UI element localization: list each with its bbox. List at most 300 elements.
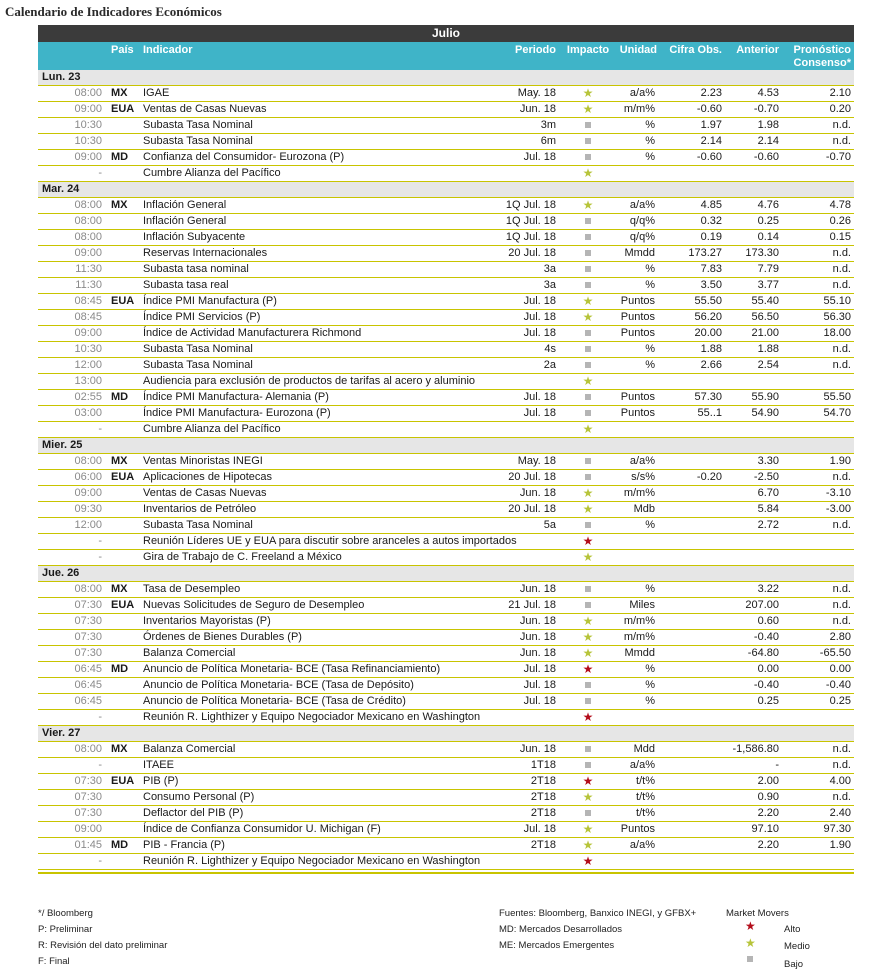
legend-alto-star-icon: ★: [745, 919, 756, 933]
forecast-cell: 0.15: [829, 231, 851, 243]
legend-title: Market Movers: [726, 908, 789, 919]
period-cell: Jun. 18: [519, 583, 556, 595]
time-cell: 08:00: [74, 87, 102, 99]
unit-cell: m/m%: [623, 615, 655, 627]
forecast-cell: 0.00: [829, 663, 851, 675]
legend-bajo-square-icon: [747, 956, 753, 962]
forecast-cell: n.d.: [832, 615, 851, 627]
indicator-cell: Inflación Subyacente: [143, 231, 246, 243]
forecast-cell: -0.40: [825, 679, 851, 691]
previous-cell: 7.79: [757, 263, 779, 275]
impact-medium-star-icon: ★: [582, 294, 594, 308]
sources-note: Fuentes: Bloomberg, Banxico INEGI, y GFBX+: [499, 908, 697, 919]
legend-medio-star-icon: ★: [745, 936, 756, 950]
previous-cell: 4.76: [757, 199, 779, 211]
forecast-cell: 97.30: [823, 823, 851, 835]
table-row: [38, 390, 854, 406]
table-row: [38, 326, 854, 342]
period-cell: Jun. 18: [519, 631, 556, 643]
period-cell: 20 Jul. 18: [508, 247, 556, 259]
page-title: Calendario de Indicadores Económicos: [5, 4, 222, 19]
table-row: [38, 598, 854, 614]
table-row: [38, 582, 854, 598]
period-cell: 4s: [544, 343, 556, 355]
impact-low-square-icon: [578, 742, 598, 757]
day-header: Mier. 25: [38, 438, 854, 454]
country-cell: MX: [111, 743, 128, 755]
time-cell: 08:00: [74, 215, 102, 227]
time-cell: -: [98, 855, 102, 867]
table-row: [38, 630, 854, 646]
forecast-cell: n.d.: [832, 519, 851, 531]
time-cell: 08:45: [74, 295, 102, 307]
time-cell: 11:30: [75, 279, 102, 291]
period-cell: Jul. 18: [523, 295, 556, 307]
table-row: [38, 86, 854, 102]
forecast-cell: 0.25: [829, 695, 851, 707]
country-cell: MD: [111, 839, 129, 851]
time-cell: 09:00: [74, 247, 102, 259]
impact-medium-star-icon: ★: [582, 822, 594, 836]
time-cell: -: [98, 711, 102, 723]
unit-cell: Puntos: [620, 823, 655, 835]
period-cell: 6m: [540, 135, 556, 147]
impact-low-square-icon: [578, 246, 598, 261]
table-row: [38, 534, 854, 550]
previous-cell: -0.40: [753, 631, 779, 643]
table-row: [38, 854, 854, 870]
time-cell: 08:00: [74, 231, 102, 243]
month-bar: Julio: [38, 25, 854, 42]
table-row: [38, 822, 854, 838]
table-row: [38, 262, 854, 278]
indicator-cell: Reunión Líderes UE y EUA para discutir sobre aranceles a autos importados: [143, 535, 517, 547]
time-cell: 10:30: [74, 343, 102, 355]
previous-cell: 54.90: [751, 407, 779, 419]
period-cell: Jun. 18: [519, 615, 556, 627]
impact-low-square-icon: [578, 582, 598, 597]
impact-high-star-icon: ★: [582, 854, 594, 868]
table-row: [38, 486, 854, 502]
observed-cell: 0.32: [700, 215, 722, 227]
previous-cell: -0.60: [753, 151, 779, 163]
observed-cell: -0.60: [696, 151, 722, 163]
period-cell: 2T18: [530, 807, 556, 819]
indicator-cell: Índice de Actividad Manufacturera Richmond: [143, 327, 362, 339]
impact-high-star-icon: ★: [582, 710, 594, 724]
time-cell: 08:45: [74, 311, 102, 323]
period-cell: Jun. 18: [519, 487, 556, 499]
impact-medium-star-icon: ★: [582, 550, 594, 564]
period-cell: May. 18: [517, 455, 556, 467]
impact-low-square-icon: [578, 806, 598, 821]
time-cell: 06:45: [74, 663, 102, 675]
impact-high-star-icon: ★: [582, 534, 594, 548]
period-cell: 2T18: [530, 775, 556, 787]
country-cell: MD: [111, 391, 129, 403]
forecast-cell: 2.10: [829, 87, 851, 99]
previous-cell: -0.70: [753, 103, 779, 115]
previous-cell: 2.20: [757, 839, 779, 851]
unit-cell: Miles: [629, 599, 655, 611]
previous-cell: 1.98: [757, 119, 779, 131]
observed-cell: 20.00: [694, 327, 722, 339]
country-cell: MD: [111, 151, 129, 163]
forecast-cell: 54.70: [823, 407, 851, 419]
indicator-cell: Cumbre Alianza del Pacífico: [143, 167, 281, 179]
header-country: País: [111, 44, 134, 56]
previous-cell: 2.00: [757, 775, 779, 787]
indicator-cell: Nuevas Solicitudes de Seguro de Desempleo: [143, 599, 365, 611]
country-cell: MX: [111, 199, 128, 211]
previous-cell: 0.25: [757, 695, 779, 707]
previous-cell: 3.77: [757, 279, 779, 291]
impact-high-star-icon: ★: [582, 662, 594, 676]
previous-cell: 0.00: [757, 663, 779, 675]
indicator-cell: Consumo Personal (P): [143, 791, 255, 803]
period-cell: Jun. 18: [519, 647, 556, 659]
impact-low-square-icon: [578, 406, 598, 421]
unit-cell: %: [645, 151, 655, 163]
forecast-cell: 0.26: [829, 215, 851, 227]
time-cell: 07:30: [74, 647, 102, 659]
forecast-cell: n.d.: [832, 119, 851, 131]
footnote-preliminar: P: Preliminar: [38, 924, 93, 935]
previous-cell: -64.80: [747, 647, 779, 659]
forecast-cell: n.d.: [832, 343, 851, 355]
indicator-cell: Audiencia para exclusión de productos de tarifas al acero y aluminio: [143, 375, 476, 387]
unit-cell: Mmdd: [624, 647, 655, 659]
unit-cell: %: [645, 119, 655, 131]
impact-medium-star-icon: ★: [582, 198, 594, 212]
time-cell: 02:55: [74, 391, 102, 403]
indicator-cell: Subasta Tasa Nominal: [143, 343, 253, 355]
forecast-cell: n.d.: [832, 759, 851, 771]
unit-cell: q/q%: [629, 231, 655, 243]
impact-low-square-icon: [578, 214, 598, 229]
time-cell: 10:30: [74, 119, 102, 131]
indicator-cell: PIB (P): [143, 775, 179, 787]
indicator-cell: Deflactor del PIB (P): [143, 807, 244, 819]
forecast-cell: 2.40: [829, 807, 851, 819]
table-row: [38, 342, 854, 358]
period-cell: 1Q Jul. 18: [505, 231, 556, 243]
time-cell: -: [98, 535, 102, 547]
observed-cell: 55.50: [694, 295, 722, 307]
unit-cell: t/t%: [636, 775, 655, 787]
impact-medium-star-icon: ★: [582, 166, 594, 180]
observed-cell: 4.85: [700, 199, 722, 211]
previous-cell: 2.54: [757, 359, 779, 371]
indicator-cell: ITAEE: [143, 759, 174, 771]
indicator-cell: Subasta tasa nominal: [143, 263, 249, 275]
unit-cell: %: [645, 343, 655, 355]
impact-low-square-icon: [578, 326, 598, 341]
indicator-cell: Confianza del Consumidor- Eurozona (P): [143, 151, 345, 163]
period-cell: 5a: [543, 519, 556, 531]
impact-low-square-icon: [578, 758, 598, 773]
unit-cell: %: [645, 695, 655, 707]
impact-medium-star-icon: ★: [582, 614, 594, 628]
impact-medium-star-icon: ★: [582, 310, 594, 324]
legend-medio-label: Medio: [784, 941, 810, 952]
header-unit: Unidad: [619, 44, 657, 56]
time-cell: 12:00: [74, 519, 102, 531]
period-cell: 21 Jul. 18: [508, 599, 556, 611]
time-cell: 09:00: [74, 487, 102, 499]
forecast-cell: 56.30: [823, 311, 851, 323]
period-cell: 3a: [543, 279, 556, 291]
previous-cell: 6.70: [757, 487, 779, 499]
unit-cell: s/s%: [631, 471, 655, 483]
indicator-cell: Balanza Comercial: [143, 743, 236, 755]
forecast-cell: n.d.: [832, 583, 851, 595]
table-row: [38, 742, 854, 758]
unit-cell: t/t%: [636, 807, 655, 819]
table-row: [38, 758, 854, 774]
forecast-cell: n.d.: [832, 247, 851, 259]
forecast-cell: n.d.: [832, 279, 851, 291]
impact-low-square-icon: [578, 678, 598, 693]
time-cell: 09:00: [74, 823, 102, 835]
previous-cell: 173.30: [745, 247, 779, 259]
table-bottom-rule: [38, 872, 854, 874]
forecast-cell: 0.20: [829, 103, 851, 115]
footnote-final: F: Final: [38, 956, 70, 967]
indicator-cell: Órdenes de Bienes Durables (P): [143, 631, 302, 643]
table-row: [38, 422, 854, 438]
impact-low-square-icon: [578, 358, 598, 373]
indicator-cell: Reunión R. Lighthizer y Equipo Negociador Mexicano en Washington: [143, 855, 481, 867]
observed-cell: 2.23: [700, 87, 722, 99]
country-cell: MD: [111, 663, 129, 675]
legend-alto-label: Alto: [784, 924, 801, 935]
indicator-cell: Subasta Tasa Nominal: [143, 519, 253, 531]
impact-medium-star-icon: ★: [582, 102, 594, 116]
indicator-cell: Inflación General: [143, 199, 227, 211]
indicator-cell: Gira de Trabajo de C. Freeland a México: [143, 551, 342, 563]
unit-cell: %: [645, 263, 655, 275]
previous-cell: 5.84: [757, 503, 779, 515]
forecast-cell: 55.50: [823, 391, 851, 403]
table-row: [38, 662, 854, 678]
period-cell: 20 Jul. 18: [508, 503, 556, 515]
indicator-cell: Ventas de Casas Nuevas: [143, 103, 267, 115]
previous-cell: 3.22: [757, 583, 779, 595]
indicator-cell: Anuncio de Política Monetaria- BCE (Tasa de Crédito): [143, 695, 406, 707]
table-row: [38, 614, 854, 630]
table-row: [38, 166, 854, 182]
table-row: [38, 134, 854, 150]
table-row: [38, 150, 854, 166]
previous-cell: -1,586.80: [732, 743, 779, 755]
impact-low-square-icon: [578, 694, 598, 709]
period-cell: 1Q Jul. 18: [505, 215, 556, 227]
forecast-cell: -3.10: [825, 487, 851, 499]
table-row: [38, 774, 854, 790]
unit-cell: %: [645, 519, 655, 531]
unit-cell: m/m%: [623, 631, 655, 643]
legend-bajo-label: Bajo: [784, 959, 804, 970]
impact-low-square-icon: [578, 134, 598, 149]
table-row: [38, 678, 854, 694]
impact-low-square-icon: [578, 230, 598, 245]
impact-low-square-icon: [578, 598, 598, 613]
table-row: [38, 454, 854, 470]
day-header: Lun. 23: [38, 70, 854, 86]
table-row: [38, 694, 854, 710]
impact-medium-star-icon: ★: [582, 86, 594, 100]
footer: [38, 908, 854, 974]
time-cell: 08:00: [74, 199, 102, 211]
unit-cell: t/t%: [636, 791, 655, 803]
impact-medium-star-icon: ★: [582, 486, 594, 500]
indicator-cell: Índice PMI Servicios (P): [143, 311, 261, 323]
unit-cell: a/a%: [629, 839, 655, 851]
table-row: [38, 358, 854, 374]
day-header: Vier. 27: [38, 726, 854, 742]
impact-low-square-icon: [578, 390, 598, 405]
indicator-cell: IGAE: [143, 87, 170, 99]
impact-medium-star-icon: ★: [582, 422, 594, 436]
previous-cell: 0.90: [757, 791, 779, 803]
period-cell: Jul. 18: [523, 679, 556, 691]
table-row: [38, 406, 854, 422]
observed-cell: 173.27: [688, 247, 722, 259]
time-cell: 13:00: [74, 375, 102, 387]
indicator-cell: Ventas de Casas Nuevas: [143, 487, 267, 499]
period-cell: 3m: [540, 119, 556, 131]
previous-cell: 4.53: [757, 87, 779, 99]
time-cell: 08:00: [74, 743, 102, 755]
period-cell: Jun. 18: [519, 103, 556, 115]
indicator-cell: Tasa de Desempleo: [143, 583, 241, 595]
impact-low-square-icon: [578, 518, 598, 533]
period-cell: 3a: [543, 263, 556, 275]
country-cell: MX: [111, 583, 128, 595]
forecast-cell: n.d.: [832, 791, 851, 803]
unit-cell: %: [645, 135, 655, 147]
country-cell: EUA: [111, 295, 135, 307]
time-cell: -: [98, 167, 102, 179]
observed-cell: 56.20: [694, 311, 722, 323]
time-cell: 07:30: [74, 807, 102, 819]
time-cell: 12:00: [74, 359, 102, 371]
observed-cell: -0.20: [696, 471, 722, 483]
observed-cell: 2.66: [700, 359, 722, 371]
time-cell: 06:45: [74, 679, 102, 691]
time-cell: 09:30: [74, 503, 102, 515]
table-row: [38, 710, 854, 726]
previous-cell: 56.50: [751, 311, 779, 323]
previous-cell: -0.40: [753, 679, 779, 691]
forecast-cell: 1.90: [829, 839, 851, 851]
time-cell: 09:00: [74, 327, 102, 339]
me-note: ME: Mercados Emergentes: [499, 940, 615, 951]
unit-cell: %: [645, 679, 655, 691]
impact-medium-star-icon: ★: [582, 502, 594, 516]
unit-cell: a/a%: [629, 199, 655, 211]
table-row: [38, 806, 854, 822]
table-row: [38, 790, 854, 806]
previous-cell: 2.72: [757, 519, 779, 531]
unit-cell: %: [645, 359, 655, 371]
indicator-cell: Reunión R. Lighthizer y Equipo Negociador Mexicano en Washington: [143, 711, 481, 723]
forecast-cell: 55.10: [823, 295, 851, 307]
previous-cell: 1.88: [757, 343, 779, 355]
indicator-cell: Reservas Internacionales: [143, 247, 268, 259]
indicator-cell: Subasta Tasa Nominal: [143, 359, 253, 371]
forecast-cell: 4.78: [829, 199, 851, 211]
footnote-revision: R: Revisión del dato preliminar: [38, 940, 168, 951]
indicator-cell: Inventarios de Petróleo: [143, 503, 257, 515]
indicator-cell: PIB - Francia (P): [143, 839, 225, 851]
previous-cell: 55.90: [751, 391, 779, 403]
previous-cell: 2.14: [757, 135, 779, 147]
period-cell: Jul. 18: [523, 311, 556, 323]
indicator-cell: Ventas Minoristas INEGI: [143, 455, 263, 467]
impact-low-square-icon: [578, 262, 598, 277]
period-cell: 1T18: [530, 759, 556, 771]
period-cell: Jul. 18: [523, 327, 556, 339]
impact-low-square-icon: [578, 278, 598, 293]
table-row: [38, 102, 854, 118]
time-cell: 07:30: [74, 615, 102, 627]
indicator-cell: Cumbre Alianza del Pacífico: [143, 423, 281, 435]
unit-cell: Mdb: [633, 503, 655, 515]
previous-cell: 55.40: [751, 295, 779, 307]
unit-cell: Puntos: [620, 327, 655, 339]
forecast-cell: n.d.: [832, 471, 851, 483]
indicator-cell: Aplicaciones de Hipotecas: [143, 471, 273, 483]
table-row: [38, 646, 854, 662]
period-cell: Jul. 18: [523, 823, 556, 835]
table-row: [38, 118, 854, 134]
table-row: [38, 198, 854, 214]
indicator-cell: Subasta Tasa Nominal: [143, 135, 253, 147]
time-cell: 07:30: [74, 599, 102, 611]
time-cell: 08:00: [74, 583, 102, 595]
time-cell: 07:30: [74, 631, 102, 643]
forecast-cell: 4.00: [829, 775, 851, 787]
table-row: [38, 518, 854, 534]
table-row: [38, 502, 854, 518]
forecast-cell: 1.90: [829, 455, 851, 467]
period-cell: Jul. 18: [523, 151, 556, 163]
unit-cell: %: [645, 663, 655, 675]
indicator-cell: Índice de Confianza Consumidor U. Michigan (F): [143, 823, 381, 835]
unit-cell: %: [645, 583, 655, 595]
forecast-cell: -3.00: [825, 503, 851, 515]
country-cell: EUA: [111, 775, 135, 787]
forecast-cell: n.d.: [832, 743, 851, 755]
country-cell: EUA: [111, 471, 135, 483]
impact-low-square-icon: [578, 150, 598, 165]
impact-medium-star-icon: ★: [582, 630, 594, 644]
forecast-cell: 2.80: [829, 631, 851, 643]
period-cell: Jul. 18: [523, 407, 556, 419]
observed-cell: 7.83: [700, 263, 722, 275]
impact-low-square-icon: [578, 454, 598, 469]
table-header: [38, 42, 854, 70]
unit-cell: %: [645, 279, 655, 291]
header-impact: Impacto: [566, 44, 610, 56]
time-cell: -: [98, 551, 102, 563]
previous-cell: 0.60: [757, 615, 779, 627]
forecast-cell: -65.50: [819, 647, 851, 659]
time-cell: 09:00: [74, 151, 102, 163]
previous-cell: -: [775, 759, 779, 771]
